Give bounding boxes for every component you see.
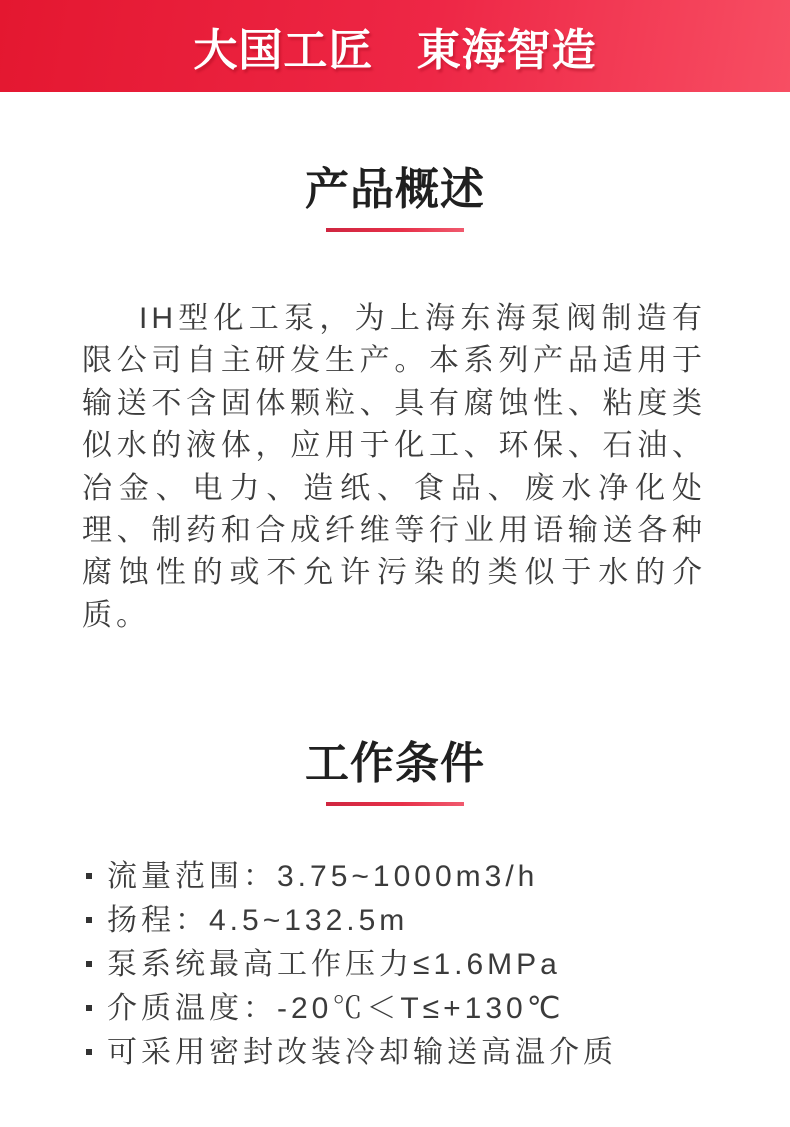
condition-head: 扬程：4.5~132.5m (107, 904, 409, 938)
list-item (86, 943, 790, 987)
bullet-icon (86, 917, 92, 923)
title-underline-accent (326, 228, 464, 232)
bullet-icon (86, 1049, 92, 1055)
condition-seal-cooling: 可采用密封改装冷却输送高温介质 (107, 1036, 617, 1070)
section-title-conditions: 工作条件 (305, 739, 485, 789)
section-title-overview: 产品概述 (305, 165, 485, 214)
section-overview-header (0, 166, 790, 232)
bullet-icon (86, 873, 92, 879)
list-item (86, 899, 790, 943)
brand-banner-title: 大国工匠 東海智造 (193, 26, 597, 75)
bullet-icon (86, 1005, 92, 1011)
list-item (86, 855, 790, 899)
conditions-list (0, 855, 790, 1075)
brand-banner (0, 0, 790, 92)
title-underline-accent (326, 802, 464, 806)
condition-max-pressure: 泵系统最高工作压力≤1.6MPa (107, 948, 561, 982)
bullet-icon (86, 961, 92, 967)
overview-paragraph: IH型化工泵，为上海东海泵阀制造有限公司自主研发生产。本系列产品适用于输送不含固体颗粒、具有腐蚀性、粘度类似水的液体，应用于化工、环保、石油、冶金、电力、造纸、食品、废水净化处理、制药和合成纤维等行业用语输送各种腐蚀性的或不允许污染的类似于水的介质。 (82, 302, 706, 632)
section-conditions-header (0, 740, 790, 806)
list-item (86, 1031, 790, 1075)
condition-medium-temperature: 介质温度：-20℃＜T≤+130℃ (107, 992, 565, 1026)
condition-flow-range: 流量范围：3.75~1000m3/h (107, 860, 539, 894)
list-item (86, 987, 790, 1031)
